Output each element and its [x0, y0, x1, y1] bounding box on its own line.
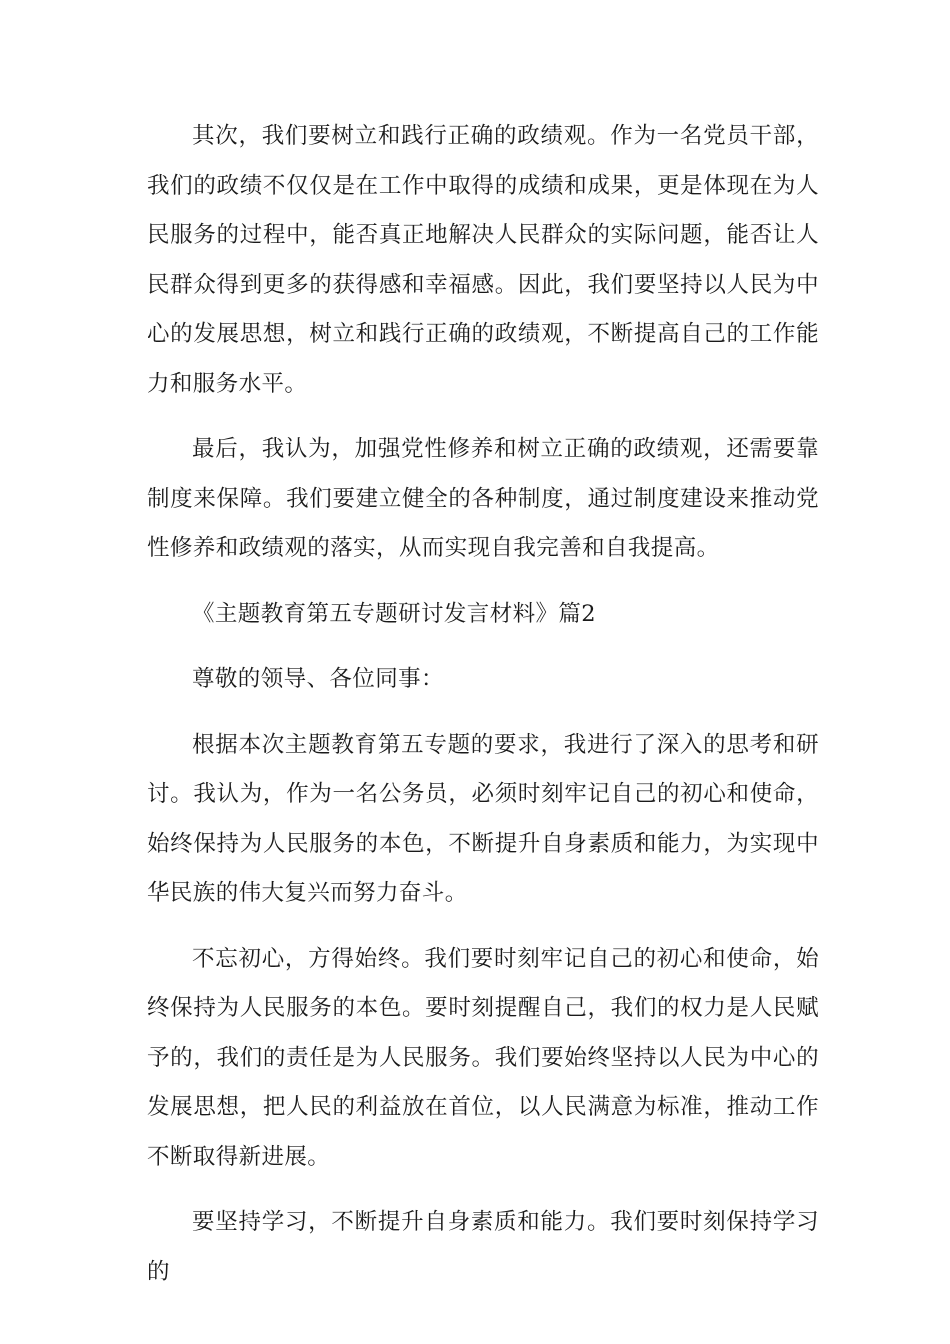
paragraph-institutional-guarantee: 最后，我认为，加强党性修养和树立正确的政绩观，还需要靠制度来保障。我们要建立健全的各种制度，通过制度建设来推动党性修养和政绩观的落实，从而实现自我完善和自我提高。	[147, 436, 819, 561]
document-body	[147, 112, 819, 1313]
paragraph-achievement-view: 其次，我们要树立和践行正确的政绩观。作为一名党员干部，我们的政绩不仅仅是在工作中取得的成绩和成果，更是体现在为人民服务的过程中，能否真正地解决人民群众的实际问题，能否让人民群众得到更多的获得感和幸福感。因此，我们要坚持以人民为中心的发展思想，树立和践行正确的政绩观，不断提高自己的工作能力和服务水平。	[147, 123, 819, 397]
paragraph-continuous-learning: 要坚持学习，不断提升自身素质和能力。我们要时刻保持学习的	[147, 1209, 819, 1285]
salutation: 尊敬的领导、各位同事：	[192, 666, 444, 692]
section-title: 《主题教育第五专题研讨发言材料》篇2	[192, 600, 597, 627]
paragraph-introduction: 根据本次主题教育第五专题的要求，我进行了深入的思考和研讨。我认为，作为一名公务员，必须时刻牢记自己的初心和使命，始终保持为人民服务的本色，不断提升自身素质和能力，为实现中华民族的伟大复兴而努力奋斗。	[147, 731, 819, 906]
paragraph-original-aspiration: 不忘初心，方得始终。我们要时刻牢记自己的初心和使命，始终保持为人民服务的本色。要时刻提醒自己，我们的权力是人民赋予的，我们的责任是为人民服务。我们要始终坚持以人民为中心的发展思想，把人民的利益放在首位，以人民满意为标准，推动工作不断取得新进展。	[147, 945, 819, 1170]
